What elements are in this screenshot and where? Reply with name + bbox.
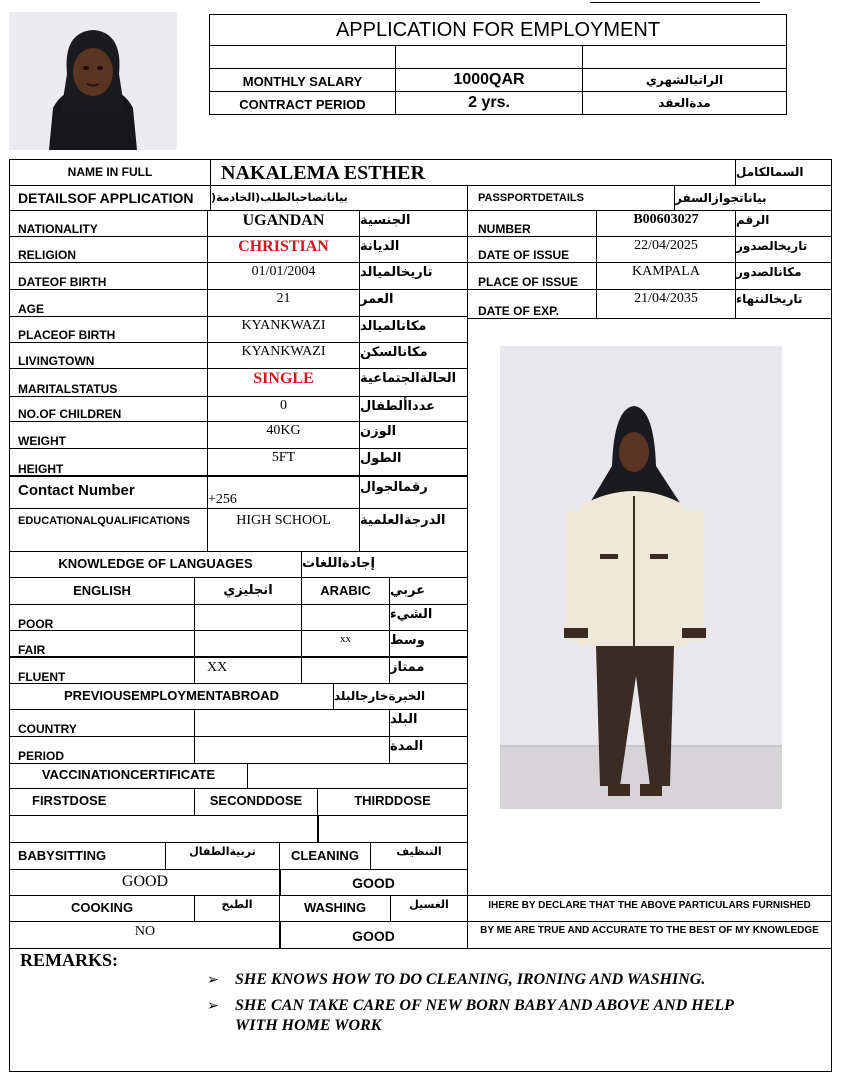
remarks-label: REMARKS: bbox=[20, 950, 118, 970]
declaration-line-2: BY ME ARE TRUE AND ACCURATE TO THE BEST OF MY KNOWLEDGE bbox=[467, 921, 832, 949]
detail-label: PLACEOF BIRTH bbox=[9, 316, 208, 343]
monthly-salary-label: MONTHLY SALARY bbox=[209, 68, 396, 92]
passport-heading-ar: بياناتجوازالسفر bbox=[674, 185, 832, 211]
remark-item-2: SHE CAN TAKE CARE OF NEW BORN BABY AND ABOVE AND HELP bbox=[235, 997, 734, 1014]
previous-employment-heading-ar: الخبرةخارجالبلد bbox=[333, 683, 468, 710]
detail-value: CHRISTIAN bbox=[207, 236, 360, 263]
passport-label: PLACE OF ISSUE bbox=[467, 262, 597, 290]
detail-label: LIVINGTOWN bbox=[9, 342, 208, 369]
detail-value: SINGLE bbox=[207, 368, 360, 397]
detail-ar: الجنسية bbox=[359, 210, 468, 237]
previous-employment-heading: PREVIOUSEMPLOYMENTABROAD bbox=[9, 683, 334, 710]
detail-value: 01/01/2004 bbox=[207, 262, 360, 290]
passport-label: DATE OF ISSUE bbox=[467, 236, 597, 263]
country-ar: البلد bbox=[389, 709, 468, 737]
arabic-level-value: xx bbox=[301, 630, 390, 657]
period-label: PERIOD bbox=[9, 736, 195, 764]
english-level-value: XX bbox=[194, 657, 302, 684]
cooking-label: COOKING bbox=[9, 895, 195, 922]
title-spacer-2 bbox=[395, 45, 583, 69]
language-level-ar: الشيء bbox=[389, 604, 468, 631]
name-ar: السمالكامل bbox=[735, 159, 832, 186]
detail-ar: الديانة bbox=[359, 236, 468, 263]
detail-label: HEIGHT bbox=[9, 448, 208, 477]
english-level-value bbox=[194, 604, 302, 631]
portrait-photo bbox=[9, 12, 177, 150]
remark-bullet-2: ➢ bbox=[207, 997, 219, 1013]
second-dose-label: SECONDDOSE bbox=[194, 788, 318, 816]
passport-label: DATE OF EXP. bbox=[467, 289, 597, 319]
language-level-ar: ممتاز bbox=[389, 657, 468, 684]
washing-label: WASHING bbox=[279, 895, 391, 922]
detail-value: KYANKWAZI bbox=[207, 316, 360, 343]
declaration-line-1: IHERE BY DECLARE THAT THE ABOVE PARTICULARS FURNISHED bbox=[467, 895, 832, 922]
babysitting-value: GOOD bbox=[9, 869, 281, 896]
washing-value: GOOD bbox=[279, 921, 468, 949]
detail-label: WEIGHT bbox=[9, 421, 208, 449]
detail-value: KYANKWAZI bbox=[207, 342, 360, 369]
detail-label: NATIONALITY bbox=[9, 210, 208, 237]
remark-item-1: SHE KNOWS HOW TO DO CLEANING, IRONING AND WASHING. bbox=[235, 971, 706, 988]
english-level-value bbox=[194, 630, 302, 657]
passport-ar: تاريخالنتهاء bbox=[735, 289, 832, 319]
detail-label: MARITALSTATUS bbox=[9, 368, 208, 397]
detail-value: 21 bbox=[207, 289, 360, 317]
cooking-ar: الطبخ bbox=[194, 895, 280, 922]
application-title: APPLICATION FOR EMPLOYMENT bbox=[209, 14, 787, 46]
detail-ar: مكانالميالد bbox=[359, 316, 468, 343]
detail-label: RELIGION bbox=[9, 236, 208, 263]
education-value: HIGH SCHOOL bbox=[207, 508, 360, 552]
detail-ar: تاريخالميالد bbox=[359, 262, 468, 290]
cleaning-label: CLEANING bbox=[279, 842, 371, 870]
english-header: ENGLISH bbox=[9, 577, 195, 605]
arabic-header: ARABIC bbox=[301, 577, 390, 605]
name-value: NAKALEMA ESTHER bbox=[210, 159, 736, 186]
detail-ar: الوزن bbox=[359, 421, 468, 449]
country-label: COUNTRY bbox=[9, 709, 195, 737]
remark-item-3: WITH HOME WORK bbox=[235, 1017, 382, 1034]
third-dose-label: THIRDDOSE bbox=[317, 788, 468, 816]
period-ar: المدة bbox=[389, 736, 468, 764]
language-level-label: POOR bbox=[9, 604, 195, 631]
arabic-level-value bbox=[301, 657, 390, 684]
detail-value: 40KG bbox=[207, 421, 360, 449]
passport-label: NUMBER bbox=[467, 210, 597, 237]
first-dose-value bbox=[9, 815, 319, 843]
period-value bbox=[194, 736, 390, 764]
vaccination-spacer bbox=[247, 763, 468, 789]
contact-ar: رقمالجوال bbox=[359, 475, 468, 509]
detail-value: 0 bbox=[207, 396, 360, 422]
cleaning-value: GOOD bbox=[279, 869, 468, 896]
babysitting-label: BABYSITTING bbox=[9, 842, 166, 870]
title-spacer-3 bbox=[582, 45, 787, 69]
detail-label: AGE bbox=[9, 289, 208, 317]
contract-period-ar: مدةالعقد bbox=[582, 91, 787, 115]
passport-ar: تاريخالصدور bbox=[735, 236, 832, 263]
remark-bullet-1: ➢ bbox=[207, 971, 219, 987]
detail-ar: الحالةالجتماعية bbox=[359, 368, 468, 397]
name-label: NAME IN FULL bbox=[9, 159, 211, 186]
cleaning-ar: التنظيف bbox=[370, 842, 468, 870]
detail-ar: عدداألطفال bbox=[359, 396, 468, 422]
contract-period-label: CONTRACT PERIOD bbox=[209, 91, 396, 115]
education-label: EDUCATIONALQUALIFICATIONS bbox=[9, 508, 208, 552]
passport-ar: مكانالصدور bbox=[735, 262, 832, 290]
arabic-header-ar: عربي bbox=[389, 577, 468, 605]
detail-ar: الطول bbox=[359, 448, 468, 477]
language-level-ar: وسط bbox=[389, 630, 468, 657]
detail-value: UGANDAN bbox=[207, 210, 360, 237]
detail-label: NO.OF CHILDREN bbox=[9, 396, 208, 422]
cooking-value: NO bbox=[9, 921, 281, 949]
monthly-salary-ar: الراتبالشهري bbox=[582, 68, 787, 92]
top-rule bbox=[590, 0, 760, 3]
arabic-level-value bbox=[301, 604, 390, 631]
monthly-salary-value: 1000QAR bbox=[395, 68, 583, 92]
detail-label: DATEOF BIRTH bbox=[9, 262, 208, 290]
detail-value: 5FT bbox=[207, 448, 360, 477]
vaccination-heading: VACCINATIONCERTIFICATE bbox=[9, 763, 248, 789]
english-header-ar: انجليزي bbox=[194, 577, 302, 605]
details-heading: DETAILSOF APPLICATION bbox=[9, 185, 211, 211]
title-spacer-1 bbox=[209, 45, 396, 69]
passport-value: KAMPALA bbox=[596, 262, 736, 290]
country-value bbox=[194, 709, 390, 737]
language-level-label: FLUENT bbox=[9, 657, 195, 684]
language-level-label: FAIR bbox=[9, 630, 195, 657]
full-body-photo bbox=[500, 346, 782, 809]
first-dose-label: FIRSTDOSE bbox=[9, 788, 195, 816]
languages-heading: KNOWLEDGE OF LANGUAGES bbox=[9, 551, 302, 578]
passport-value: 22/04/2025 bbox=[596, 236, 736, 263]
babysitting-ar: تربيةالطفال bbox=[165, 842, 280, 870]
detail-ar: العمر bbox=[359, 289, 468, 317]
passport-value: B00603027 bbox=[596, 210, 736, 237]
passport-heading: PASSPORTDETAILS bbox=[467, 185, 675, 211]
detail-ar: مكانالسكن bbox=[359, 342, 468, 369]
washing-ar: الغسيل bbox=[390, 895, 468, 922]
details-heading-ar: بياناتصاحبالطلب(الخادمة( bbox=[210, 185, 468, 211]
contract-period-value: 2 yrs. bbox=[395, 91, 583, 115]
second-third-dose-value bbox=[317, 815, 468, 843]
languages-heading-ar: إجادةاللغات bbox=[301, 551, 468, 578]
education-ar: الدرجةالعلمية bbox=[359, 508, 468, 552]
passport-ar: الرقم bbox=[735, 210, 832, 237]
passport-value: 21/04/2035 bbox=[596, 289, 736, 319]
contact-value: +256 bbox=[207, 475, 360, 509]
contact-label: Contact Number bbox=[9, 475, 208, 509]
